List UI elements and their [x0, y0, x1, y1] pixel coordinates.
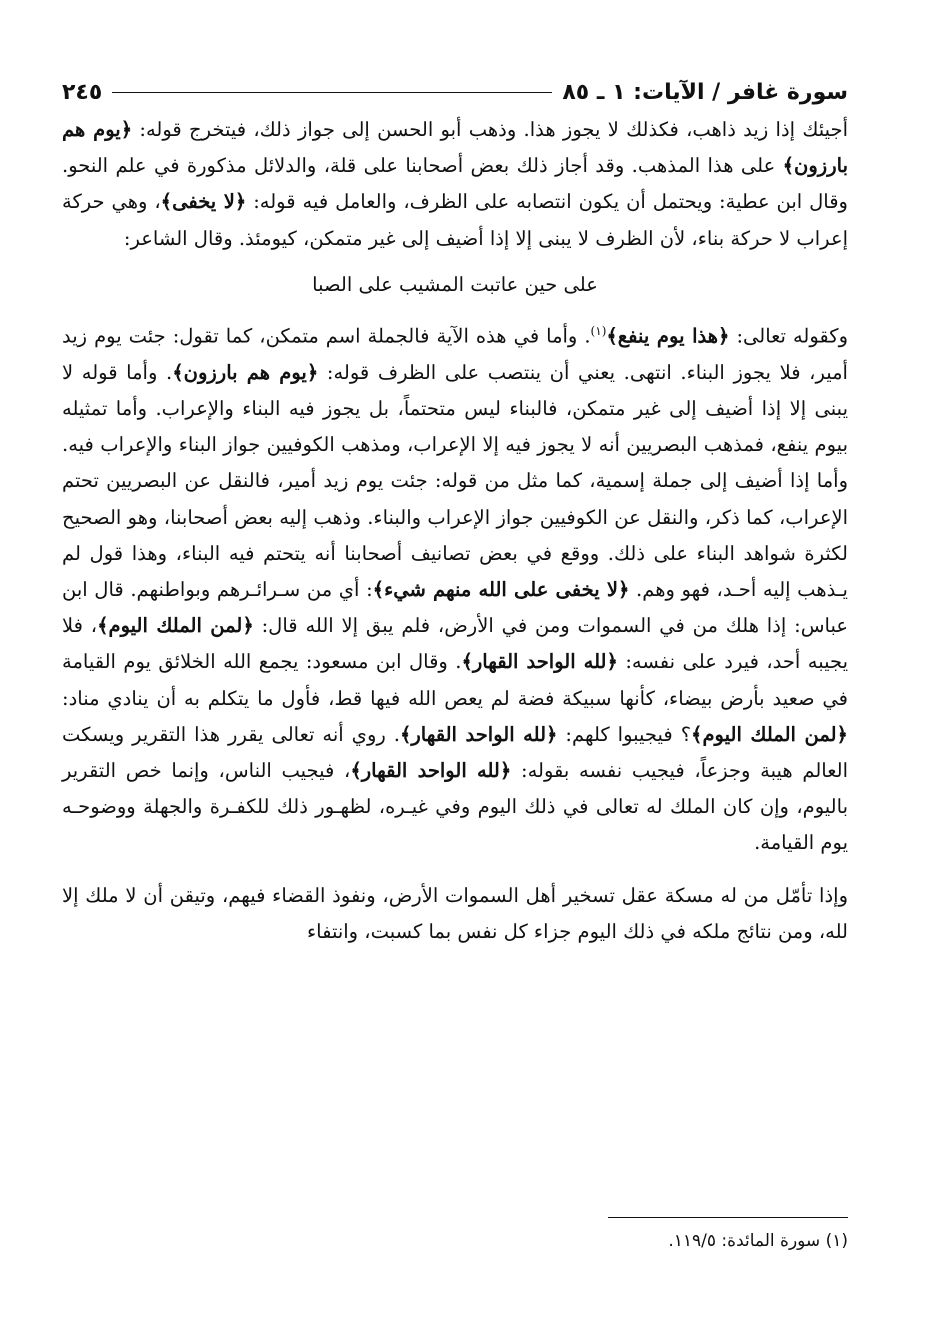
- text-run: ؟ فيجيبوا كلهم:: [557, 722, 692, 746]
- quran-quote: ﴿لله الواحد القهار﴾: [350, 758, 512, 782]
- paragraph: [62, 112, 848, 257]
- quran-quote: ﴿لله الواحد القهار﴾: [461, 650, 618, 674]
- running-title: سورة غافر / الآيات: ١ ـ ٨٥: [562, 80, 848, 105]
- text-run: . روي أنه تعالى يقرر هذا التقرير ويسكت العالم هيبة وجزعاً، فيجيب نفسه بقوله:: [62, 722, 848, 782]
- footnote: (١) سورة المائدة: ١١٩/٥.: [668, 1231, 848, 1251]
- text-run: . وأما في هذه الآية فالجملة اسم متمكن، كما تقول: جئت يوم زيد أمير، فلا يجوز البناء. انتهى. يعني أن ينتصب على الظرف قوله:: [62, 324, 848, 384]
- paragraph: وإذا تأمّل من له مسكة عقل تسخير أهل السموات الأرض، ونفوذ القضاء فيهم، وتيقن أن لا ملك إلا لله، ومن نتائج ملكه في ذلك اليوم جزاء كل نفس بما كسبت، وانتفاء: [62, 883, 848, 943]
- header-rule: [112, 92, 552, 93]
- body-text: [62, 112, 848, 950]
- text-run: . وأما قوله لا يبنى إلا إذا أضيف إلى غير متمكن، فالبناء ليس متحتماً، بل يجوز فيه البناء والإعراب. وأما تمثيله بيوم ينفع، فمذهب البصريين أنه لا يجوز فيه إلا الإعراب، ومذهب الكوفيين جواز البناء والإعراب فيه. وأما إذا أضيف إلى جملة إسمية، كما مثل من قوله: جئت يوم زيد أمير، فالنقل عن البصريين تحتم الإعراب، كما ذكر، والنقل عن الكوفيين جواز الإعراب والبناء. وذهب إليه بعض أصحابنا، وهو الصحيح لكثرة شواهد البناء على ذلك. ووقع في بعض تصانيف أصحابنا أنه يتحتم فيه البناء، وهذا قول لم يـذهب إليه أحـد، فهو وهم.: [62, 360, 848, 601]
- quran-quote: ﴿لا يخفى﴾: [160, 190, 247, 214]
- quran-quote: ﴿يوم هم بارزون﴾: [62, 118, 848, 178]
- text-run: . وقال ابن مسعود: يجمع الله الخلائق يوم القيامة في صعيد بأرض بيضاء، كأنها سبيكة فضة لم يعص الله فيها قط، فأول ما يتكلم به أن ينادي مناد:: [62, 650, 848, 710]
- text-run: ، فيجيب الناس، وإنما خص التقرير باليوم، وإن كان الملك له تعالى في ذلك اليوم وفي غيـره، لظهـور ذلك للكفـرة والجهلة ووضوحـه يوم القيامة.: [62, 758, 848, 855]
- quran-quote: ﴿لمن الملك اليوم﴾: [691, 722, 848, 746]
- running-header: [62, 78, 848, 112]
- footnote-reference: (١): [590, 324, 607, 339]
- text-run: وكقوله تعالى:: [729, 324, 848, 348]
- quran-quote: ﴿لا يخفى على الله منهم شيء﴾: [372, 577, 630, 601]
- text-run: : أي من سـرائـرهم وبواطنهم. قال ابن عباس: إذا هلك من في السموات ومن في الأرض، فلم يبق إلا الله قال:: [62, 577, 849, 638]
- text-run: ، فلا يجيبه أحد، فيرد على نفسه:: [62, 614, 848, 674]
- text-run: ، وهي حركة إعراب لا حركة بناء، لأن الظرف لا يبنى إلا إذا أضيف إلى غير متمكن، كيومئذ. وقال الشاعر:: [62, 190, 848, 250]
- paragraph: [62, 313, 848, 862]
- book-page: [62, 78, 849, 1251]
- text-run: أجيئك إذا زيد ذاهب، فكذلك لا يجوز هذا. وذهب أبو الحسن إلى جواز ذلك، فيتخرج قوله:: [132, 118, 848, 141]
- quran-quote: ﴿لله الواحد القهار﴾: [399, 722, 558, 746]
- page-number: ٢٤٥: [62, 80, 103, 105]
- footnote-separator: [608, 1217, 848, 1218]
- quran-quote: ﴿هذا يوم ينفع﴾: [606, 324, 730, 348]
- quran-quote: ﴿لمن الملك اليوم﴾: [97, 614, 254, 638]
- text-run: على هذا المذهب. وقد أجاز ذلك بعض أصحابنا على قلة، والدلائل مذكورة في علم النحو. وقال ابن عطية: ويحتمل أن يكون انتصابه على الظرف، والعامل فيه قوله:: [62, 154, 848, 214]
- quran-quote: ﴿يوم هم بارزون﴾: [172, 360, 319, 384]
- poetry-verse: على حين عاتبت المشيب على الصبا: [312, 272, 598, 296]
